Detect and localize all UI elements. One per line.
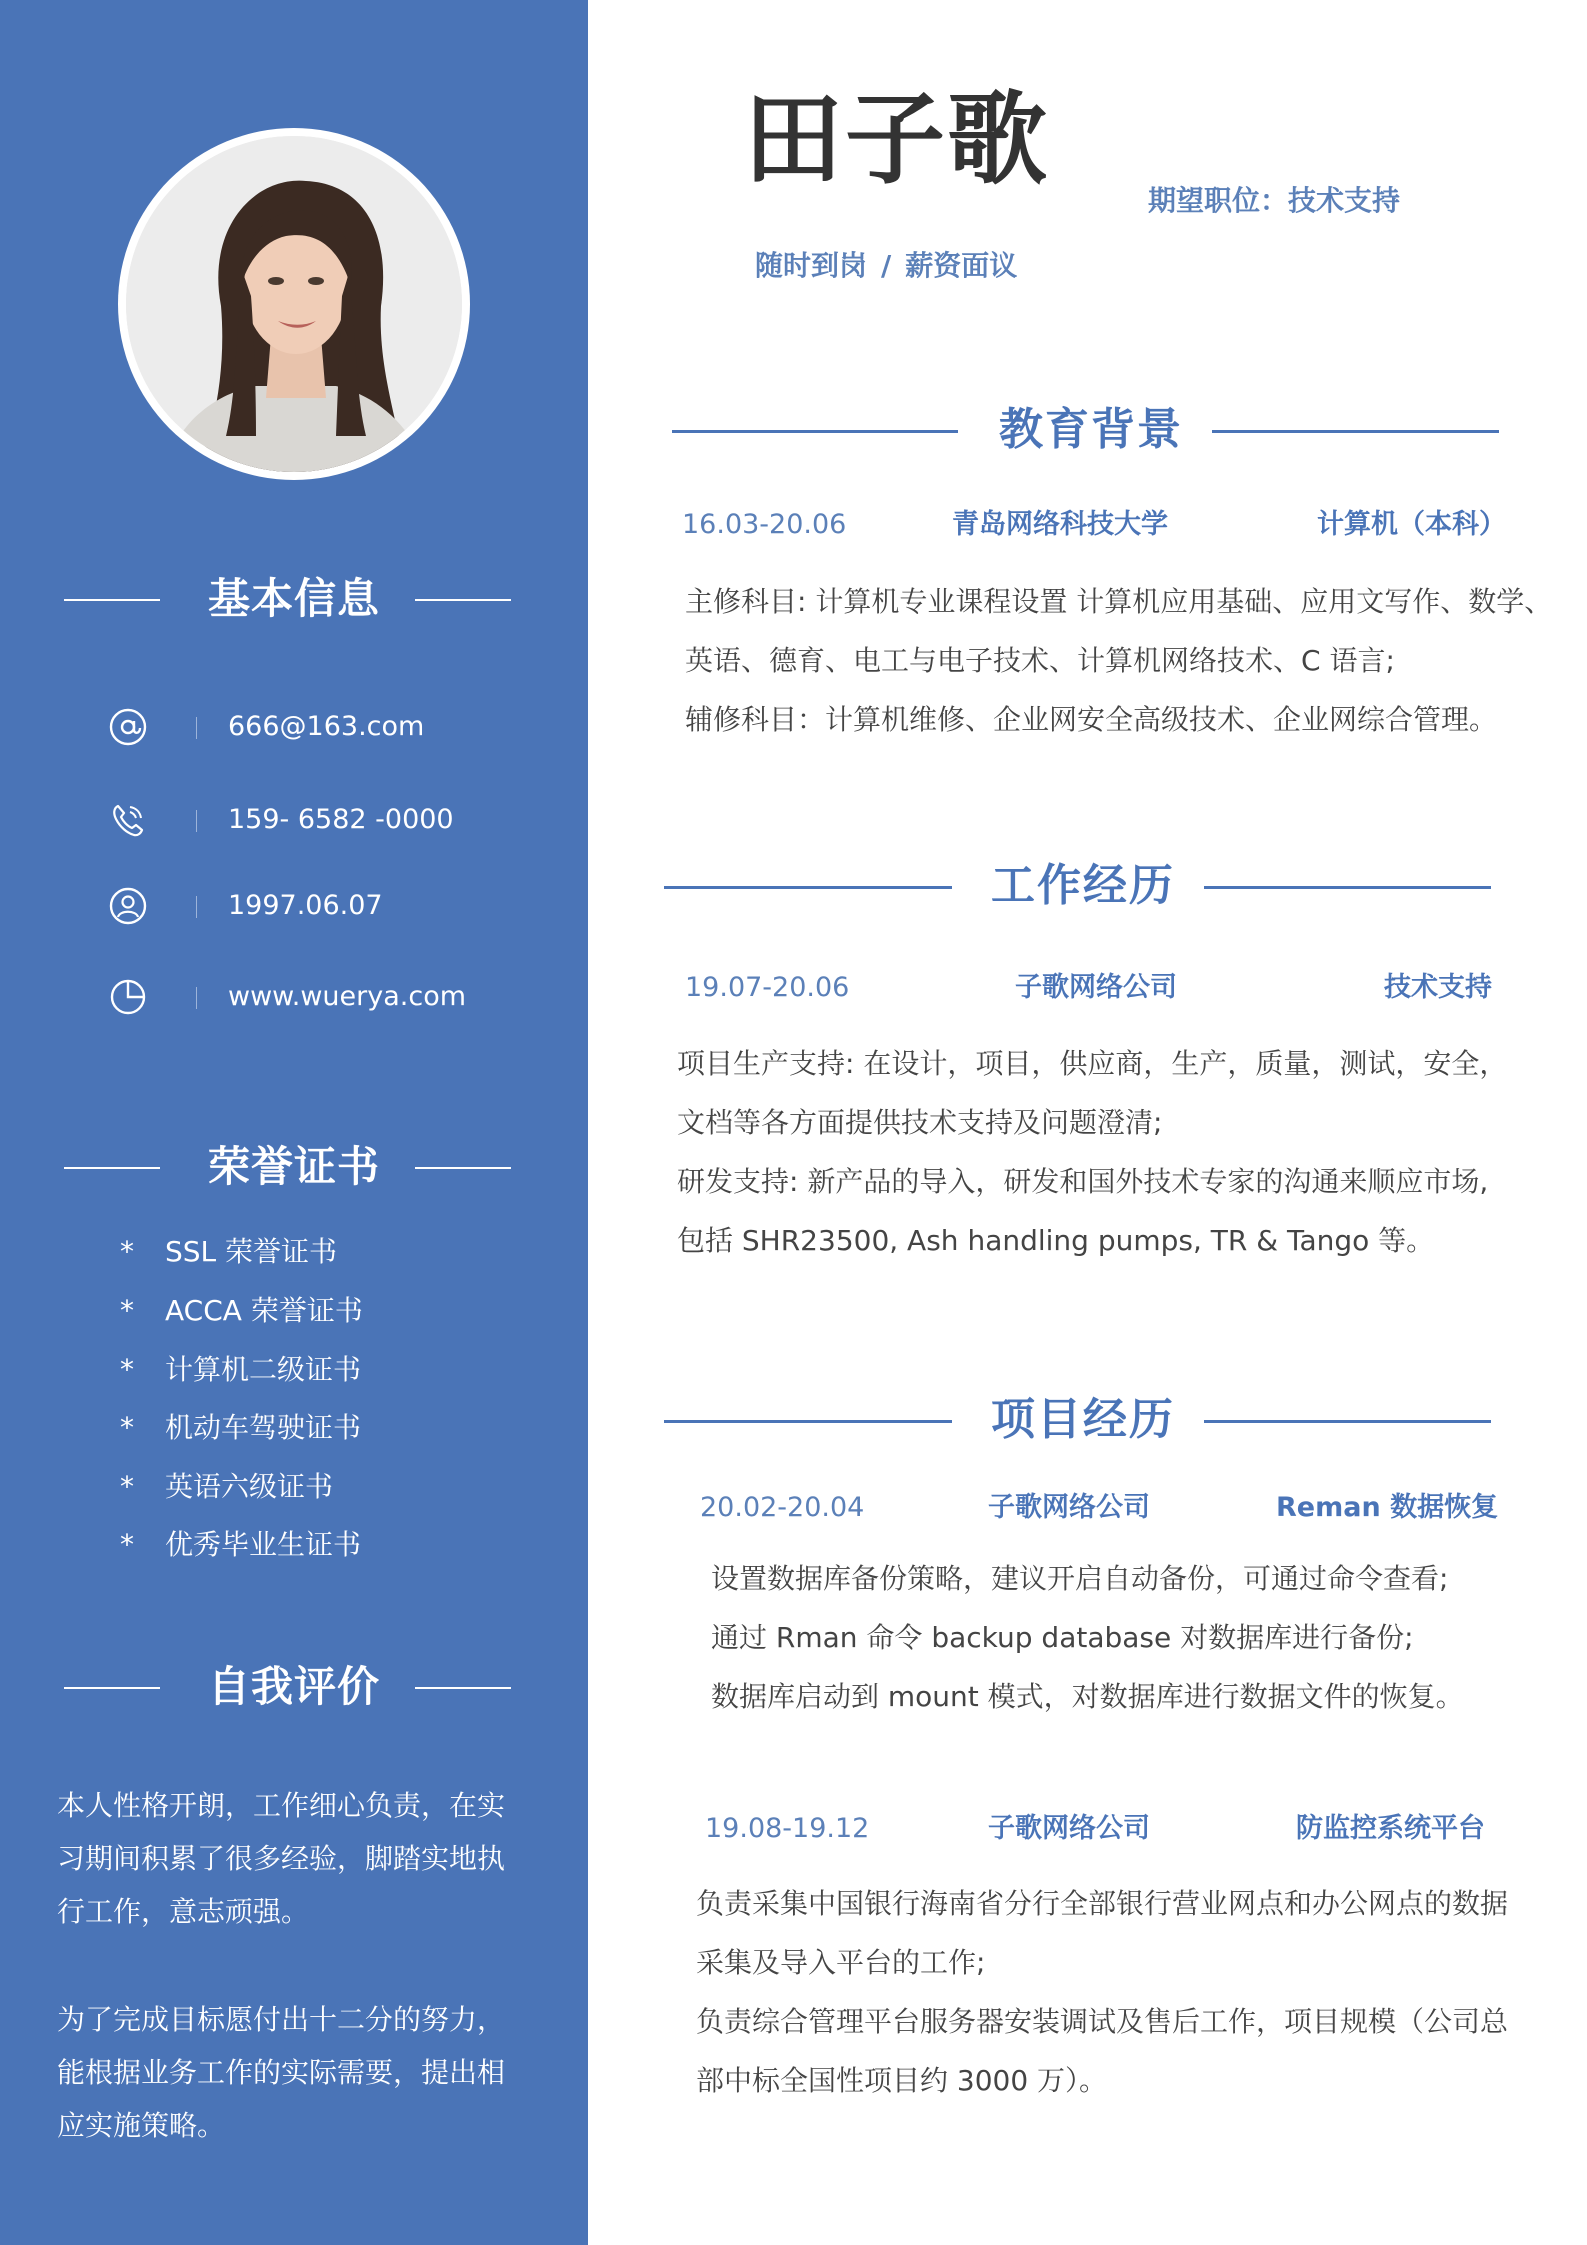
section-title: 项目经历 — [991, 1394, 1175, 1445]
self-evaluation-header — [0, 1657, 588, 1717]
job-role: 技术支持 — [1384, 972, 1492, 1003]
honor-label: 优秀毕业生证书 — [165, 1528, 362, 1561]
honor-label: ACCA 荣誉证书 — [165, 1294, 363, 1327]
section-title: 荣誉证书 — [207, 1142, 380, 1191]
text-line: 包括 SHR23500, Ash handling pumps, TR & Tango 等。 — [677, 1224, 1435, 1257]
section-title: 教育背景 — [999, 404, 1183, 455]
contact-phone — [0, 790, 588, 850]
bullet: * — [120, 1411, 134, 1444]
text-line: 英语、德育、电工与电子技术、计算机网络技术、C 语言; — [685, 644, 1395, 677]
text-line: 设置数据库备份策略，建议开启自动备份，可通过命令查看; — [711, 1562, 1449, 1595]
project-details — [696, 1874, 1508, 2110]
contact-birthday — [0, 876, 588, 936]
phone-icon — [108, 800, 148, 840]
education-header — [672, 400, 1502, 460]
target-position: 期望职位：技术支持 — [1148, 184, 1401, 217]
separator — [196, 717, 197, 739]
divider — [1204, 886, 1491, 889]
project-date: 20.02-20.04 — [700, 1492, 865, 1523]
text-line: 数据库启动到 mount 模式，对数据库进行数据文件的恢复。 — [711, 1680, 1464, 1713]
text-line: 主修科目: 计算机专业课程设置 计算机应用基础、应用文写作、数学、 — [685, 585, 1553, 618]
avatar-frame — [118, 128, 470, 480]
phone-value: 159- 6582 -0000 — [228, 804, 454, 835]
text-line: 文档等各方面提供技术支持及问题澄清; — [677, 1106, 1163, 1139]
availability: 随时到岗 — [755, 249, 868, 282]
portrait-illustration — [126, 136, 462, 472]
project-company: 子歌网络公司 — [988, 1492, 1150, 1523]
section-title: 基本信息 — [207, 574, 380, 623]
project-company: 子歌网络公司 — [988, 1813, 1150, 1844]
text-line: 本人性格开朗，工作细心负责，在实 — [57, 1789, 506, 1822]
work-header — [664, 856, 1494, 916]
bullet: * — [120, 1528, 134, 1561]
text-line: 研发支持: 新产品的导入，研发和国外技术专家的沟通来顺应市场, — [677, 1165, 1489, 1198]
user-icon — [108, 886, 148, 926]
divider — [672, 430, 958, 433]
contact-email — [0, 697, 588, 757]
project-name: 防监控系统平台 — [1296, 1813, 1485, 1844]
work-date: 19.07-20.06 — [685, 972, 850, 1003]
divider — [415, 1167, 511, 1169]
text-line: 项目生产支持: 在设计，项目，供应商，生产，质量，测试，安全， — [677, 1047, 1508, 1080]
project-details — [711, 1549, 1464, 1726]
bullet: * — [120, 1470, 134, 1503]
projects-header — [664, 1390, 1494, 1450]
email-value: 666@163.com — [228, 711, 425, 742]
work-meta — [0, 965, 1587, 1011]
self-evaluation-paragraph-2 — [57, 1993, 527, 2152]
avatar — [126, 136, 462, 472]
education-meta — [0, 502, 1587, 548]
honor-label: 机动车驾驶证书 — [165, 1411, 362, 1444]
project-name: Reman 数据恢复 — [1276, 1492, 1499, 1523]
at-icon — [108, 707, 148, 747]
text-line: 为了完成目标愿付出十二分的努力， — [57, 2003, 506, 2036]
divider — [415, 1687, 511, 1689]
sidebar — [0, 0, 588, 2245]
honor-label: SSL 荣誉证书 — [165, 1235, 338, 1268]
section-title: 自我评价 — [207, 1662, 380, 1711]
text-line: 采集及导入平台的工作; — [696, 1946, 986, 1979]
project-date: 19.08-19.12 — [705, 1813, 870, 1844]
text-line: 负责采集中国银行海南省分行全部银行营业网点和办公网点的数据 — [696, 1887, 1509, 1920]
work-details — [677, 1034, 1507, 1270]
section-title: 工作经历 — [991, 860, 1175, 911]
education-date: 16.03-20.06 — [682, 509, 847, 540]
text-line: 通过 Rman 命令 backup database 对数据库进行备份; — [711, 1621, 1414, 1654]
project-meta — [0, 1806, 1587, 1852]
salary: 薪资面议 — [905, 249, 1018, 282]
website-value: www.wuerya.com — [228, 981, 467, 1012]
divider — [1204, 1420, 1491, 1423]
divider — [664, 1420, 952, 1423]
bullet: * — [120, 1235, 134, 1268]
honor-label: 英语六级证书 — [165, 1470, 334, 1503]
bullet: * — [120, 1353, 134, 1386]
divider — [664, 886, 952, 889]
text-line: 行工作，意志顽强。 — [57, 1895, 310, 1928]
education-details — [685, 572, 1552, 749]
major: 计算机（本科） — [1317, 509, 1506, 540]
divider — [415, 599, 511, 601]
availability-line — [755, 243, 1017, 289]
bullet: * — [120, 1294, 134, 1327]
separator — [196, 810, 197, 832]
slash-separator: / — [881, 249, 892, 282]
text-line: 能根据业务工作的实际需要，提出相 — [57, 2056, 506, 2089]
school-name: 青岛网络科技大学 — [952, 509, 1168, 540]
honor-label: 计算机二级证书 — [165, 1353, 362, 1386]
self-evaluation-paragraph-1 — [57, 1779, 527, 1938]
text-line: 负责综合管理平台服务器安装调试及售后工作，项目规模（公司总 — [696, 2005, 1509, 2038]
basic-info-header — [0, 569, 588, 629]
honors-header — [0, 1137, 588, 1197]
birthday-value: 1997.06.07 — [228, 890, 383, 921]
text-line: 辅修科目：计算机维修、企业网安全高级技术、企业网综合管理。 — [685, 703, 1498, 736]
text-line: 部中标全国性项目约 3000 万）。 — [696, 2064, 1108, 2097]
text-line: 习期间积累了很多经验，脚踏实地执 — [57, 1842, 506, 1875]
separator — [196, 896, 197, 918]
company-name: 子歌网络公司 — [1015, 972, 1177, 1003]
text-line: 应实施策略。 — [57, 2109, 226, 2142]
candidate-name: 田子歌 — [743, 81, 1049, 198]
project-meta — [0, 1485, 1587, 1531]
divider — [1212, 430, 1499, 433]
